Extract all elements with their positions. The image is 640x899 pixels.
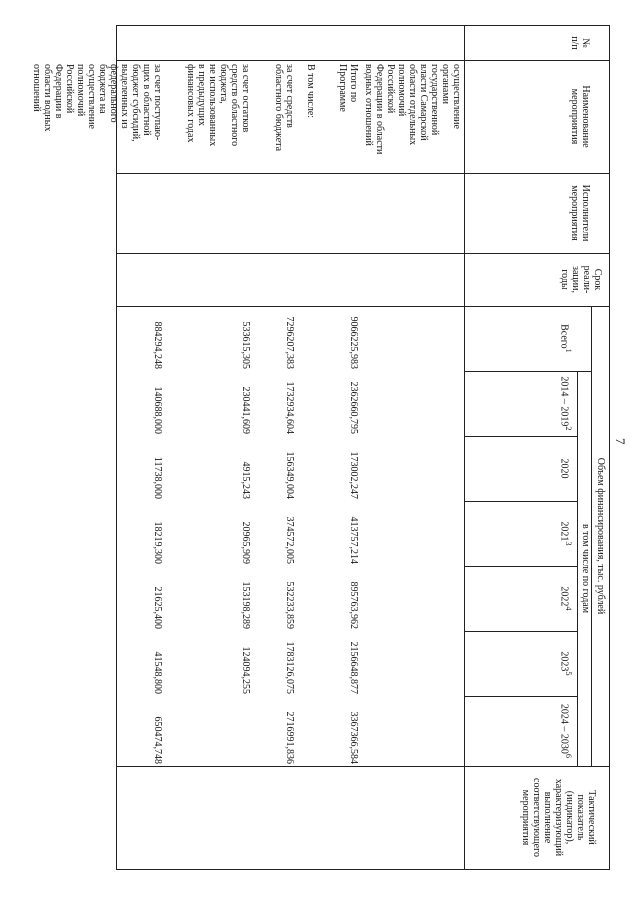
row-label-including: В том числе:: [305, 64, 316, 119]
cell-total-2014-2019: 2362660,795: [348, 381, 359, 434]
row-label-unused-balances: за счет остатков средств областного бюджета, не использованных в предыдущих финансовых годах: [185, 64, 251, 147]
cell-balances-2014-2019: 230441,609: [240, 386, 251, 434]
header-bottom-rule: [464, 26, 465, 869]
footnote-mark: 3: [564, 541, 573, 546]
cell-total-all: 9066225,983: [348, 316, 359, 369]
footnote-mark: 5: [564, 671, 573, 676]
header-year-3: 2021$^3$: [558, 521, 573, 546]
footnote-mark: 1: [564, 348, 573, 353]
col-rule-3: [117, 253, 609, 254]
cell-federal-2014-2019: 140688,000: [152, 386, 163, 434]
header-number: № п/п: [569, 36, 591, 50]
footnote-mark: 2: [564, 426, 573, 431]
funding-title-rule: [591, 306, 592, 766]
by-years-rule: [577, 371, 578, 766]
cell-regional-2022: 532233,859: [284, 581, 295, 629]
cell-total-2021: 413757,214: [348, 516, 359, 564]
header-year-5: 2023$^5$: [558, 651, 573, 676]
cell-federal-all: 884294,248: [152, 321, 163, 369]
header-year-1: 2014 – 2019$^2$: [558, 376, 573, 431]
cell-balances-2023: 124094,255: [240, 646, 251, 694]
cell-regional-2020: 156349,004: [284, 451, 295, 499]
cell-total-2022: 895763,962: [348, 581, 359, 629]
header-total: Всего$^1$: [558, 324, 573, 353]
header-year-2: 2020: [558, 458, 570, 479]
cell-balances-2020: 4915,243: [240, 461, 251, 499]
cell-federal-2024-2030: 650474,748: [152, 716, 163, 764]
row-label-federal-subsidies: за счет поступаю- щих в областной бюджет субсидий, выделенных из федерального бюджета на осуществление полномочий Российской Федерации в области водных отношений: [31, 64, 163, 142]
header-year-4: 2022$^4$: [558, 586, 573, 611]
header-funding: Объем финансирования, тыс. рублей: [595, 457, 606, 615]
cell-regional-2014-2019: 1732934,604: [284, 381, 295, 434]
cell-federal-2022: 21625,400: [152, 586, 163, 629]
cell-balances-all: 533615,305: [240, 321, 251, 369]
row-label-total: Итого по Программе: [337, 64, 359, 112]
col-rule-4: [117, 306, 609, 307]
cell-regional-all: 7296207,383: [284, 316, 295, 369]
header-by-years: в том числе по годам: [580, 523, 591, 614]
cell-federal-2023: 41548,800: [152, 651, 163, 694]
cell-regional-2023: 1783126,075: [284, 641, 295, 694]
header-term: Срок реали- зации, годы: [559, 265, 603, 294]
header-indicator: Тактический показатель (индикатор), характеризующий выполнение соответствующего мероприятия: [520, 778, 597, 857]
funding-table: [31, 25, 610, 870]
cell-regional-2021: 374572,005: [284, 516, 295, 564]
header-name: Наименование мероприятия: [569, 85, 591, 148]
col-rule-2: [117, 173, 609, 174]
cell-balances-2022: 153198,289: [240, 581, 251, 629]
row-label-regional-budget: за счет средств областного бюджета: [273, 64, 295, 152]
footnote-mark: 6: [564, 753, 573, 759]
header-year-6: 2024 – 2030$^6$: [558, 703, 573, 759]
col-rule-1: [117, 60, 609, 61]
cell-federal-2020: 11738,000: [152, 456, 163, 499]
cell-federal-2021: 18219,300: [152, 521, 163, 564]
cell-total-2024-2030: 3367366,584: [348, 711, 359, 764]
cell-total-2023: 2156648,877: [348, 641, 359, 694]
cell-balances-2021: 20965,909: [240, 521, 251, 564]
page-number: 7: [613, 438, 628, 445]
footnote-mark: 4: [564, 606, 573, 611]
cell-total-2020: 173002,247: [348, 451, 359, 499]
measure-name-continuation: осуществление органами государственной власти Самарской области отдельных полномочий Российской Федерации в области водных отношений: [363, 64, 462, 155]
header-executors: Исполнители мероприятия: [569, 184, 591, 242]
cell-regional-2024-2030: 2716991,836: [284, 711, 295, 764]
